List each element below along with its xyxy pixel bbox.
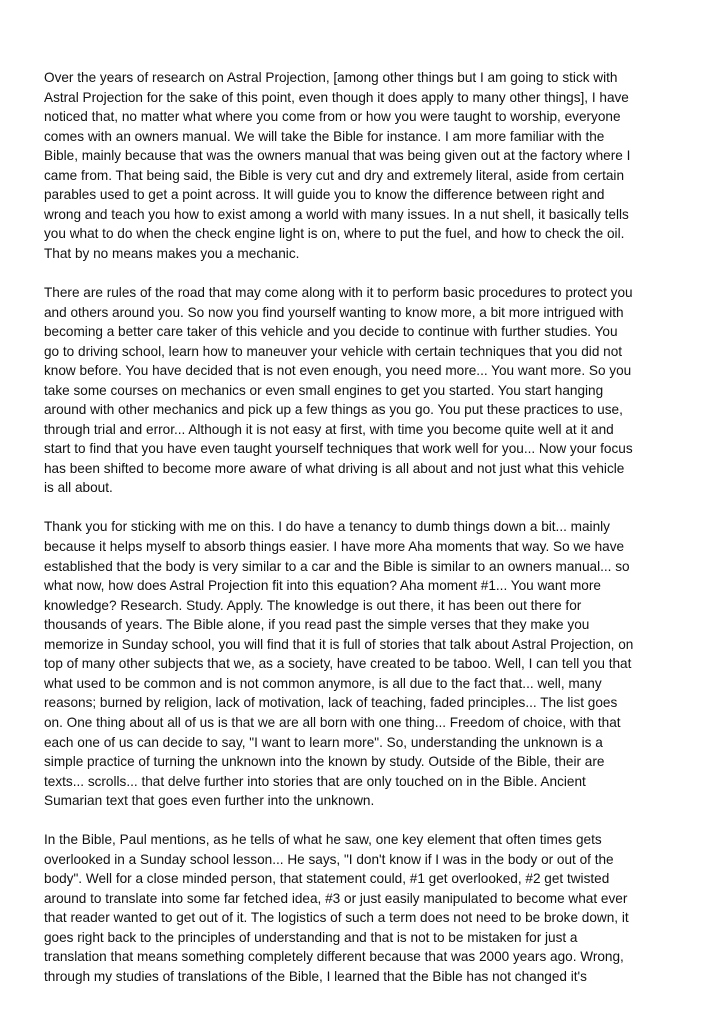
paragraph-3: Thank you for sticking with me on this. I do have a tenancy to dumb things down a bit... mainly because it helps myself to absorb things easier. I have more Aha moments that way. So we have established that the body is very similar to a car and the Bible is similar to an owners manual... so what now, how does Astral Projection fit into this equation? Aha moment #1... You want more knowledge? Research. Study. Apply. The knowledge is out there, it has been out there for thousands of years. The Bible alone, if you read past the simple verses that they make you memorize in Sunday school, you will find that it is full of stories that talk about Astral Projection, on top of many other subjects that we, as a society, have created to be taboo. Well, I can tell you that what used to be common and is not common anymore, is all due to the fact that... well, many reasons; burned by religion, lack of motivation, lack of teaching, faded principles... The list goes on. One thing about all of us is that we are all born with one thing... Freedom of choice, with that each one of us can decide to say, "I want to learn more". So, understanding the unknown is a simple practice of turning the unknown into the known by study. Outside of the Bible, their are texts... scrolls... that delve further into stories that are only touched on in the Bible. Ancient Sumarian text that goes even further into the unknown. bbox=[44, 519, 634, 809]
paragraph-2: There are rules of the road that may come along with it to perform basic procedures to protect you and others around you. So now you find yourself wanting to know more, a bit more intrigued with becoming a better care taker of this vehicle and you decide to continue with further studies. You go to driving school, learn how to maneuver your vehicle with certain techniques that you did not know before. You have decided that is not even enough, you need more... You want more. So you take some courses on mechanics or even small engines to get you started. You start hanging around with other mechanics and pick up a few things as you go. You put these practices to use, through trial and error... Although it is not easy at first, with time you become quite well at it and start to find that you have even taught yourself techniques that work well for you... Now your focus has been shifted to become more aware of what driving is all about and not just what this vehicle is all about. bbox=[44, 284, 633, 496]
document-page bbox=[44, 68, 690, 987]
paragraph-4: In the Bible, Paul mentions, as he tells of what he saw, one key element that often times gets overlooked in a Sunday school lesson... He says, "I don't know if I was in the body or out of the body". Well for a close minded person, that statement could, #1 get overlooked, #2 get twisted around to translate into some far fetched idea, #3 or just easily manipulated to become what ever that reader wanted to get out of it. The logistics of such a term does not need to be broke down, it goes right back to the principles of understanding and that is not to be mistaken for just a translation that means something completely different because that was 2000 years ago. Wrong, through my studies of translations of the Bible, I learned that the Bible has not changed it's bbox=[44, 832, 629, 985]
paragraph-1: Over the years of research on Astral Projection, [among other things but I am going to stick with Astral Projection for the sake of this point, even though it does apply to many other things], I have noticed that, no matter what where you come from or how you were taught to worship, everyone comes with an owners manual. We will take the Bible for instance. I am more familiar with the Bible, mainly because that was the owners manual that was being given out at the factory where I came from. That being said, the Bible is very cut and dry and extremely literal, aside from certain parables used to get a point across. It will guide you to know the difference between right and wrong and teach you how to exist among a world with many issues. In a nut shell, it basically tells you what to do when the check engine light is on, where to put the fuel, and how to check the oil. That by no means makes you a mechanic. bbox=[44, 70, 631, 261]
